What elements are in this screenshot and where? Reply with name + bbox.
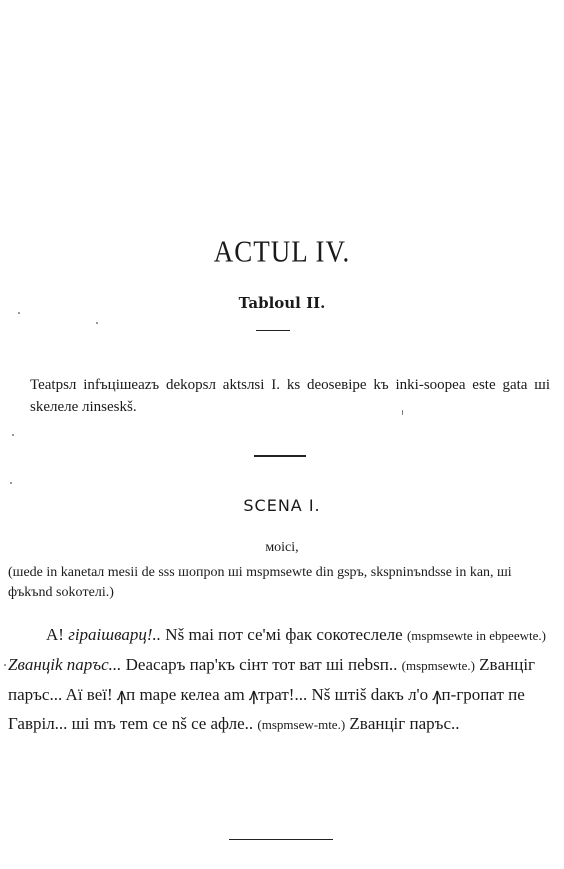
scene-title: SCENA I. xyxy=(243,496,321,515)
speech-text: Zвaнцiг пapъc... Aї веї! ꙟп mape келеа am ꙟтрат!... Nš штiš daкъ л'o ꙟп-гропат пе Гаврiл... ші mъ тem ce nš ce афле.. xyxy=(8,655,536,733)
tableau-title: Tabloul II. xyxy=(238,294,326,312)
speech-stage-note: (mspmsew-mte.) xyxy=(257,717,346,732)
speaker-name: мoici, xyxy=(265,540,299,555)
setting-description: Teatpsл infъцiшeazъ dekopsл aktsлsi I. ks deoseвipe kъ inki-soopea este gata шi skeлeлe лinseskš. xyxy=(30,377,550,415)
ink-speck xyxy=(12,434,14,436)
short-rule xyxy=(256,330,290,331)
ink-speck xyxy=(96,322,98,324)
speech-stage-note: (mspmsewte in ebpeewte.) xyxy=(406,628,546,643)
ink-speck xyxy=(18,312,20,314)
ink-speck xyxy=(4,664,6,666)
speech-stage-note: (mspmsewte.) xyxy=(401,658,475,673)
speech-italic: Zвaнцik пapъc... xyxy=(8,655,122,674)
speech-exclamation: A! xyxy=(46,625,64,644)
ink-speck xyxy=(10,482,12,484)
act-title: ACTUL IV. xyxy=(213,233,351,269)
section-divider xyxy=(254,455,306,457)
speech-text: Zвaнцiг пapъc.. xyxy=(349,714,460,733)
speech-italic: гiраiшваpц!.. xyxy=(68,625,162,644)
speech-text: Deacapъ пap'къ ciнт тот ват ші пеbsп.. xyxy=(125,655,398,674)
end-rule xyxy=(229,839,333,840)
speech-text: Nš mai пот се'мi фак cокотеcлеле xyxy=(165,625,403,644)
speech-block xyxy=(8,620,548,739)
stage-direction: (шede in kanetaл mesii de sss шопрon шi mspmsewte din gspъ, skspninъndsse in kan, шi фъkъnd sokoтeлi.) xyxy=(8,565,512,600)
